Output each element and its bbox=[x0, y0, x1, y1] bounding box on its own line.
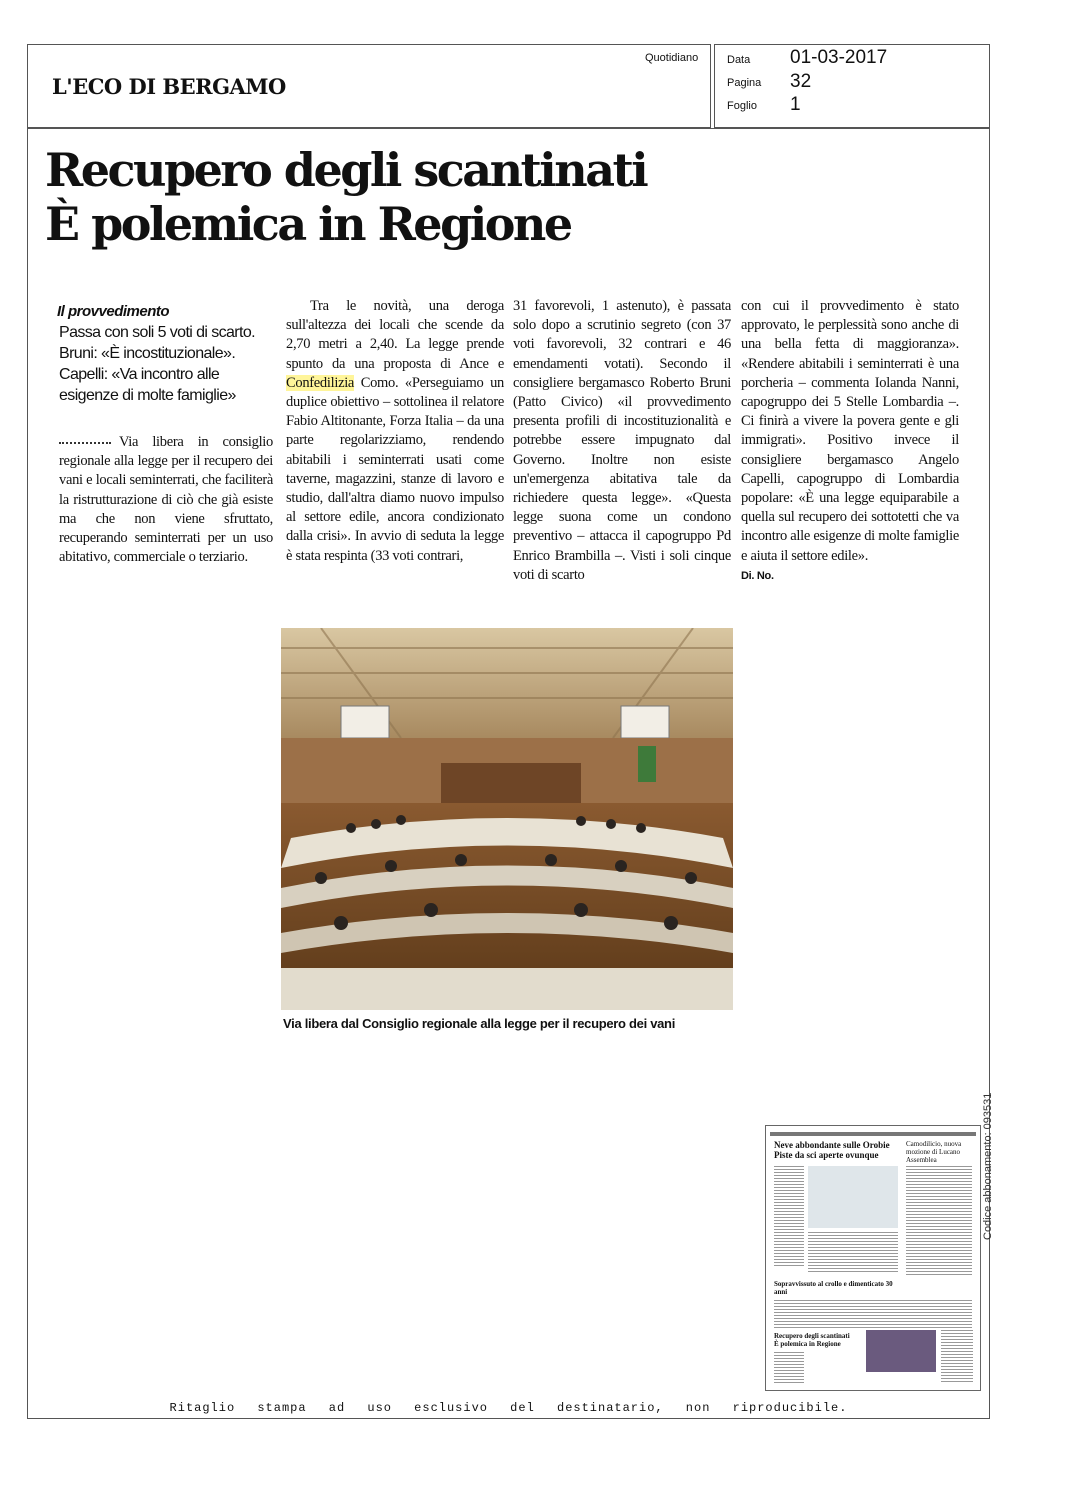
article-column-1 bbox=[59, 433, 273, 567]
thumbnail-headline-1: Neve abbondante sulle Orobie bbox=[774, 1140, 890, 1150]
column-4-text: con cui il provvedimento è stato approvato, le perplessità sono anche di una bella fetta di maggioranza». «Rendere abitabili i seminterrati è una porcheria – commenta Iolanda Nanni, capogruppo dei 5 Stelle Lombardia –. Ci finirà a vivere la povera gente e gli immigrati». Positivo invece il consigliere bergamasco Angelo Capelli, capogruppo di Lombardia popolare: «È una legge equiparabile a quella sul recupero dei sottotetti che va incontro alle esigenze di molte famiglie e aiuta il settore edile». bbox=[741, 298, 959, 564]
lead-rule bbox=[59, 442, 111, 444]
thumbnail-snow-photo bbox=[808, 1166, 898, 1228]
thumbnail-chamber-photo bbox=[866, 1330, 936, 1372]
meta-label-data: Data bbox=[727, 54, 751, 66]
thumbnail-text-block bbox=[906, 1166, 972, 1276]
article-headline bbox=[45, 143, 685, 251]
article-column-3: 31 favorevoli, 1 astenuto), è passata solo dopo a scrutinio segreto (con 37 voti favorevoli, 32 contrari e 46 emendamenti votati). Secondo il consigliere bergamasco Roberto Bruni (Patto Civico) «il provvedimento presenta profili di incostituzionalità e potrebbe essere impugnato dal Governo. Inoltre non esiste un'emergenza abitativa tale da richiedere questa legge». «Questa legge suona come un condono preventivo – attacca il capogruppo Pd Enrico Brambilla –. Visti i soli cinque voti di scarto bbox=[513, 298, 731, 583]
meta-value-data: 01-03-2017 bbox=[790, 47, 888, 68]
column-1-text: Via libera in consiglio regionale alla legge per il recupero dei vani e locali seminterrati, che faciliterà la ristrutturazione di ciò che già esiste ma che non viene sfruttato, recuperando seminterrati per un uso abitativo, commerciale o terziario. bbox=[59, 434, 273, 566]
column-2-text-b: Como. «Perseguiamo un duplice obiettivo – sottolinea il relatore Fabio Altitonante, Forza Italia – da una parte regolarizziamo, rendendo abitabili i seminterrati usati come taverne, magazzini, stanze di lavoro e studio, dall'altra diamo nuovo impulso al settore edile, ancora condizionato dalla crisi». In avvio di seduta la legge è stata respinta (33 voti contrari, bbox=[286, 374, 504, 564]
reproduction-disclaimer: Ritaglio stampa ad uso esclusivo del destinatario, non riproducibile. bbox=[169, 1401, 848, 1415]
thumbnail-article-headline: Recupero degli scantinati È polemica in Regione bbox=[774, 1332, 850, 1348]
article-subhead: Passa con soli 5 voti di scarto. Bruni: «È incostituzionale». Capelli: «Va incontro alle esigenze di molte famiglie» bbox=[59, 324, 256, 404]
thumbnail-text-block bbox=[941, 1330, 973, 1384]
article-column-4 bbox=[741, 297, 959, 586]
meta-label-foglio: Foglio bbox=[727, 100, 757, 112]
article-column-2 bbox=[286, 297, 504, 566]
thumbnail-text-block bbox=[774, 1352, 804, 1384]
meta-label-pagina: Pagina bbox=[727, 77, 762, 89]
thumbnail-lead-headline bbox=[774, 1140, 904, 1160]
council-chamber-photo bbox=[281, 628, 733, 1010]
column-2-text-a: Tra le novità, una deroga sull'altezza dei locali che scende da 2,70 metri a 2,40. La legge prende spunto da una proposta di Ance e bbox=[286, 298, 504, 372]
photo-caption: Via libera dal Consiglio regionale alla legge per il recupero dei vani bbox=[283, 1016, 676, 1031]
thumbnail-top-rule bbox=[770, 1132, 976, 1136]
page-thumbnail bbox=[765, 1125, 981, 1391]
article-kicker: Il provvedimento bbox=[57, 303, 170, 320]
newspaper-logo: L'ECO DI BERGAMO bbox=[52, 74, 286, 99]
thumbnail-headline-2: Piste da sci aperte ovunque bbox=[774, 1150, 879, 1160]
thumbnail-mid-headline: Sopravvissuto al crollo e dimenticato 30 anni bbox=[774, 1280, 893, 1296]
highlighted-keyword: Confedilizia bbox=[286, 374, 355, 391]
subscription-code: Codice abbonamento: 093531 bbox=[982, 1092, 994, 1240]
thumbnail-text-block bbox=[774, 1300, 972, 1328]
meta-value-foglio: 1 bbox=[790, 94, 801, 115]
byline: Di. No. bbox=[741, 569, 774, 582]
thumbnail-side-headline: Camodilicio, nuova mozione di Lucano Assemblea bbox=[906, 1140, 962, 1164]
photo-illustration bbox=[281, 628, 733, 1010]
thumbnail-text-block bbox=[774, 1166, 804, 1266]
headline-line-2: È polemica in Regione bbox=[45, 197, 571, 251]
meta-value-pagina: 32 bbox=[790, 71, 812, 92]
thumbnail-text-block bbox=[808, 1232, 898, 1272]
headline-line-1: Recupero degli scantinati bbox=[45, 143, 647, 197]
frequency-label: Quotidiano bbox=[645, 52, 699, 64]
